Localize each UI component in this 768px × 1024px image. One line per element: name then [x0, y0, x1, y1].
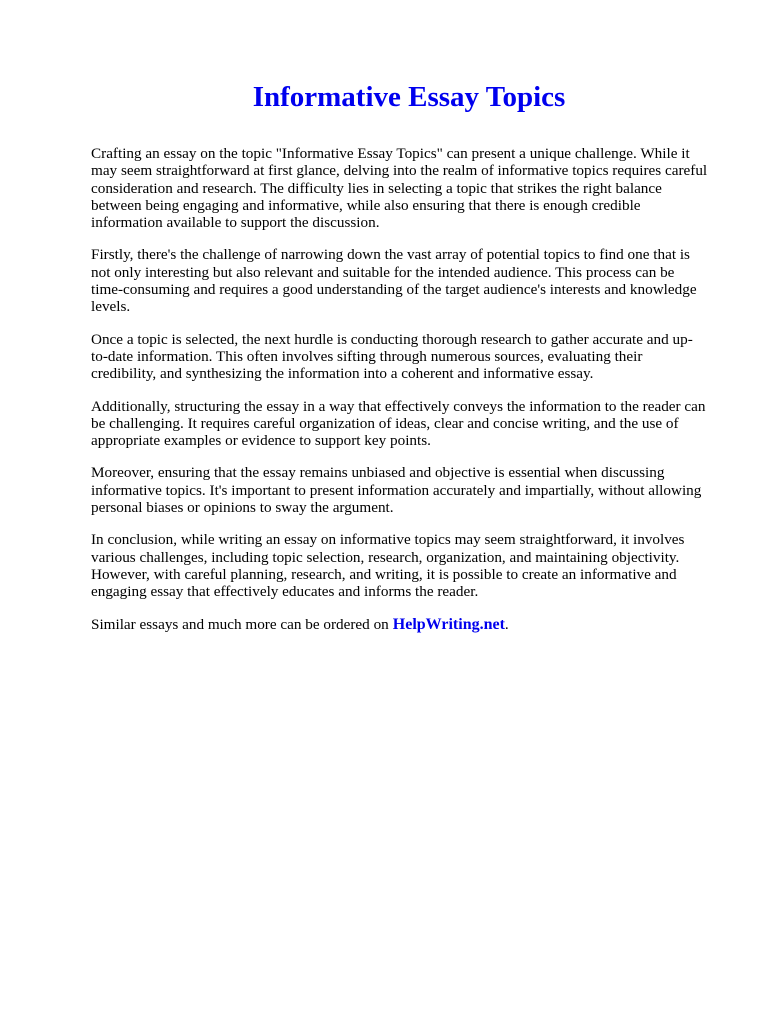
text-line: may seem straightforward at first glance, delving into the realm of informative topics requires careful	[91, 162, 708, 180]
text-line: various challenges, including topic selection, research, organization, and maintaining objectivity.	[91, 548, 680, 566]
text-line: levels.	[91, 298, 131, 316]
text-line: informative topics. It's important to present information accurately and impartially, without allowing	[91, 481, 702, 499]
text-line: However, with careful planning, research, and writing, it is possible to create an informative and	[91, 565, 677, 583]
text-line: Firstly, there's the challenge of narrowing down the vast array of potential topics to find one that is	[91, 246, 690, 264]
footer-note	[91, 616, 727, 633]
text-line: time-consuming and requires a good understanding of the target audience's interests and knowledge	[91, 281, 697, 299]
text-line: credibility, and synthesizing the information into a coherent and informative essay.	[91, 365, 594, 383]
document-title: Informative Essay Topics	[252, 81, 566, 113]
text-line: Additionally, structuring the essay in a way that effectively conveys the information to the reader can	[91, 397, 706, 415]
footer-suffix: .	[504, 615, 509, 633]
paragraph-3	[91, 331, 727, 383]
paragraph-2	[91, 246, 727, 315]
paragraph-4	[91, 398, 727, 450]
text-line: appropriate examples or evidence to support key points.	[91, 432, 431, 450]
text-line: not only interesting but also relevant and suitable for the intended audience. This process can be	[91, 263, 675, 281]
helpwriting-link[interactable]: HelpWriting.net	[392, 615, 505, 633]
paragraph-6	[91, 531, 727, 600]
paragraph-1	[91, 145, 727, 231]
footer-prefix: Similar essays and much more can be ordered on	[91, 615, 389, 633]
text-line: consideration and research. The difficulty lies in selecting a topic that strikes the right balance	[91, 179, 662, 197]
text-line: In conclusion, while writing an essay on informative topics may seem straightforward, it involves	[91, 531, 685, 549]
text-line: Crafting an essay on the topic "Informative Essay Topics" can present a unique challenge. While it	[91, 145, 690, 162]
text-line: engaging essay that effectively educates and informs the reader.	[91, 583, 479, 601]
text-line: be challenging. It requires careful organization of ideas, clear and concise writing, and the use of	[91, 414, 679, 432]
text-line: personal biases or opinions to sway the argument.	[91, 499, 394, 517]
paragraph-5	[91, 464, 727, 516]
text-line: Moreover, ensuring that the essay remains unbiased and objective is essential when discussing	[91, 464, 665, 482]
text-line: Once a topic is selected, the next hurdle is conducting thorough research to gather accurate and up-	[91, 330, 693, 348]
document-body	[91, 145, 727, 633]
text-line: between being engaging and informative, while also ensuring that there is enough credible	[91, 196, 641, 214]
text-line: to-date information. This often involves sifting through numerous sources, evaluating their	[91, 347, 643, 365]
text-line: information available to support the discussion.	[91, 214, 380, 232]
